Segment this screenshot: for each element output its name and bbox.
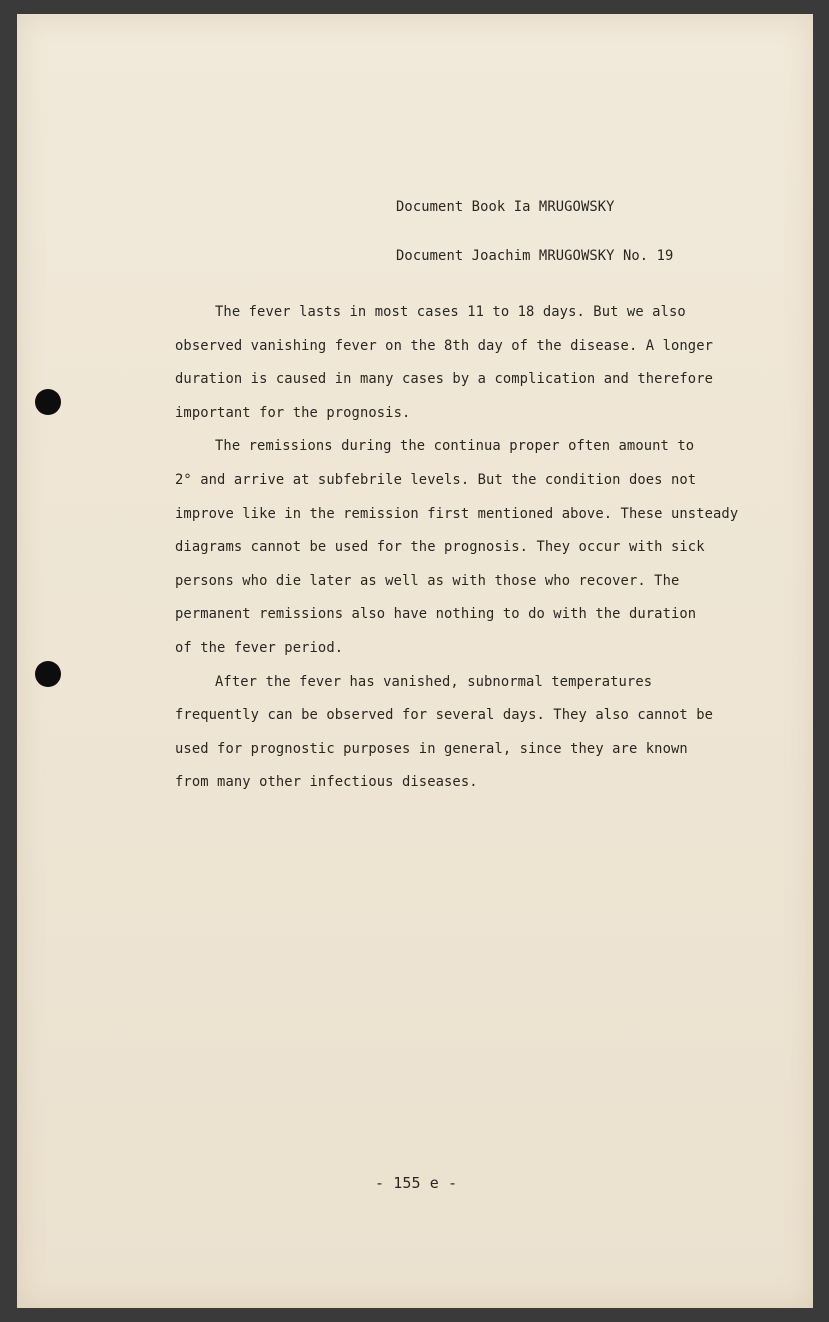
- document-body: [175, 296, 755, 800]
- page-number: - 155 e -: [375, 1174, 458, 1192]
- text-line: persons who die later as well as with those who recover. The: [175, 572, 680, 589]
- paragraph-remissions: [175, 430, 755, 665]
- text-line: improve like in the remission first mentioned above. These unsteady: [175, 505, 739, 522]
- text-line: 2° and arrive at subfebrile levels. But the condition does not: [175, 471, 697, 488]
- punch-hole: [35, 661, 61, 687]
- text-line: observed vanishing fever on the 8th day of the disease. A longer: [175, 337, 714, 354]
- text-line: from many other infectious diseases.: [175, 774, 478, 791]
- text-line: important for the prognosis.: [175, 404, 411, 421]
- text-line: permanent remissions also have nothing to do with the duration: [175, 606, 697, 623]
- text-line: of the fever period.: [175, 639, 344, 656]
- text-line: duration is caused in many cases by a complication and therefore: [175, 371, 714, 388]
- text-line: used for prognostic purposes in general, since they are known: [175, 740, 688, 757]
- text-line: After the fever has vanished, subnormal temperatures: [215, 673, 653, 690]
- document-number-line: Document Joachim MRUGOWSKY No. 19: [396, 248, 674, 264]
- punch-hole: [35, 389, 61, 415]
- paragraph-subnormal-temperatures: [175, 666, 755, 800]
- text-line: The fever lasts in most cases 11 to 18 days. But we also: [215, 304, 686, 320]
- document-book-line: Document Book Ia MRUGOWSKY: [396, 199, 615, 215]
- text-line: The remissions during the continua proper often amount to: [215, 438, 695, 455]
- text-line: frequently can be observed for several days. They also cannot be: [175, 707, 714, 724]
- paragraph-fever-duration: [175, 296, 755, 430]
- text-line: diagrams cannot be used for the prognosis. They occur with sick: [175, 539, 705, 556]
- document-page: [17, 14, 813, 1308]
